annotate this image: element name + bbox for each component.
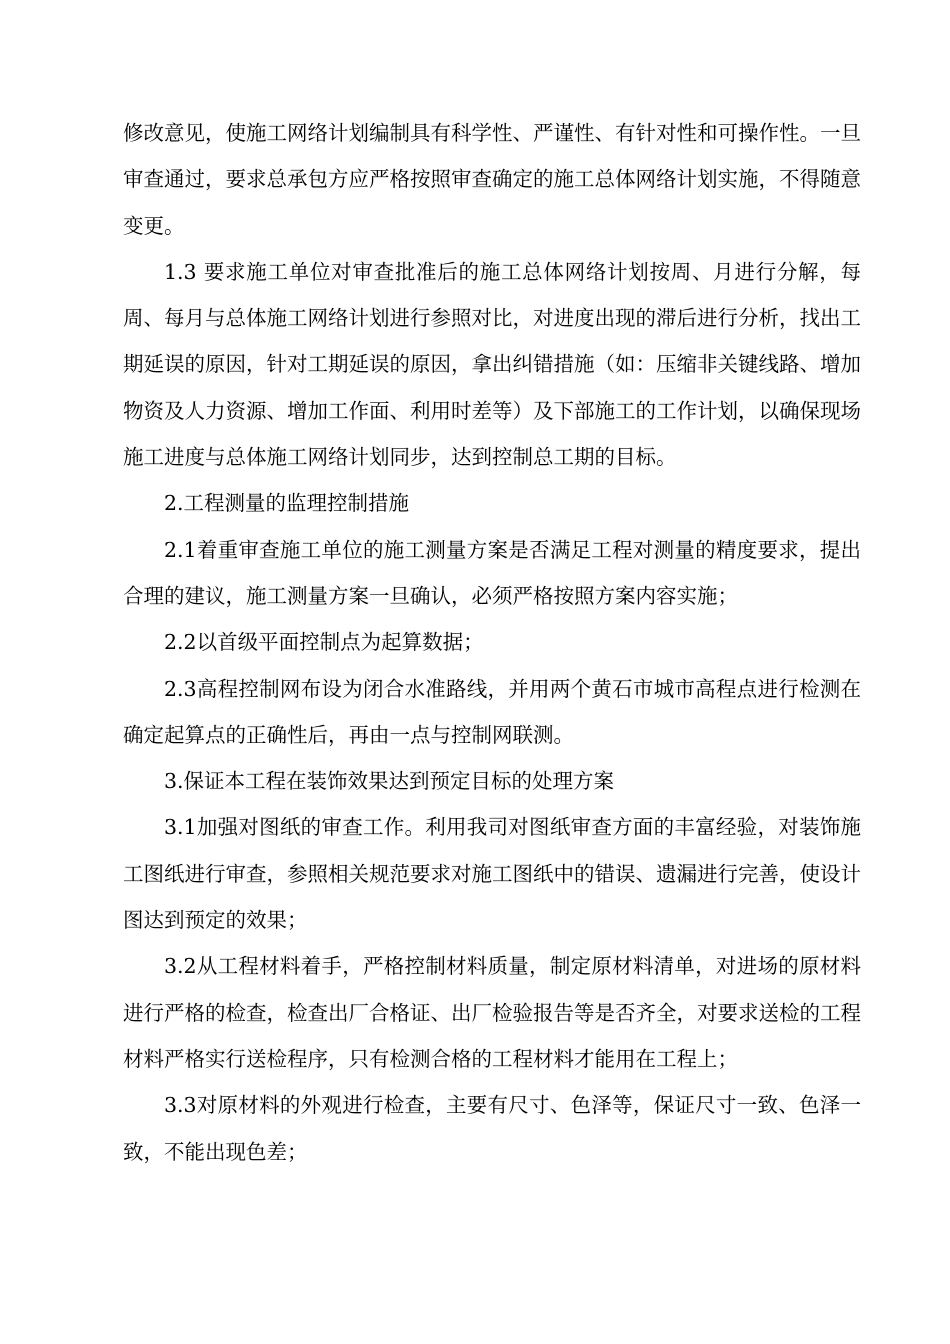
heading-section-3: 3.保证本工程在装饰效果达到预定目标的处理方案	[164, 769, 615, 794]
paragraph-2-2: 2.2以首级平面控制点为起算数据；	[164, 630, 484, 655]
heading-section-2: 2.工程测量的监理控制措施	[164, 491, 410, 516]
paragraph-3-3: 3.3对原材料的外观进行检查，主要有尺寸、色泽等，保证尺寸一致、色泽一致，不能出现色差；	[123, 1093, 861, 1164]
paragraph-1-3: 1.3 要求施工单位对审查批准后的施工总体网络计划按周、月进行分解，每周、每月与总体施工网络计划进行参照对比，对进度出现的滞后进行分析，找出工期延误的原因，针对工期延误的原因，拿出纠错措施（如：压缩非关键线路、增加物资及人力资源、增加工作面、利用时差等）及下部施工的工作计划，以确保现场施工进度与总体施工网络计划同步，达到控制总工期的目标。	[123, 259, 861, 470]
document-body	[123, 110, 861, 1175]
paragraph-2-3: 2.3高程控制网布设为闭合水准路线，并用两个黄石市城市高程点进行检测在确定起算点的正确性后，再由一点与控制网联测。	[123, 676, 861, 747]
paragraph-continuation: 修改意见，使施工网络计划编制具有科学性、严谨性、有针对性和可操作性。一旦审查通过，要求总承包方应严格按照审查确定的施工总体网络计划实施，不得随意变更。	[123, 121, 861, 238]
paragraph-2-1: 2.1着重审查施工单位的施工测量方案是否满足工程对测量的精度要求，提出合理的建议，施工测量方案一旦确认，必须严格按照方案内容实施；	[123, 537, 861, 608]
paragraph-3-1: 3.1加强对图纸的审查工作。利用我司对图纸审查方面的丰富经验，对装饰施工图纸进行审查，参照相关规范要求对施工图纸中的错误、遗漏进行完善，使设计图达到预定的效果；	[123, 815, 861, 933]
paragraph-3-2: 3.2从工程材料着手，严格控制材料质量，制定原材料清单，对进场的原材料进行严格的检查，检查出厂合格证、出厂检验报告等是否齐全，对要求送检的工程材料严格实行送检程序，只有检测合格的工程材料才能用在工程上；	[123, 954, 861, 1071]
